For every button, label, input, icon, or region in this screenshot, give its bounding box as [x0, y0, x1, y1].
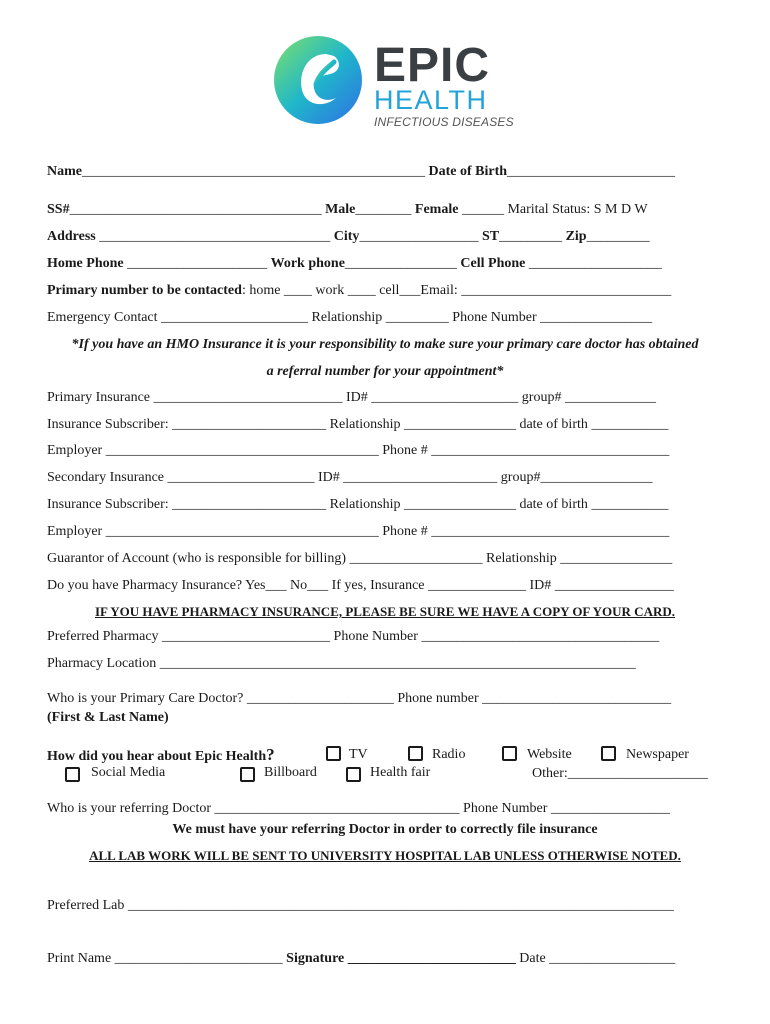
social-media-label: Social Media [91, 765, 166, 780]
preferred-lab-row[interactable]: Preferred Lab ______________________________________________________________________________ [47, 898, 674, 913]
billboard-label: Billboard [264, 765, 317, 780]
date-field[interactable]: Date __________________ [519, 951, 676, 966]
radio-checkbox[interactable] [408, 746, 423, 761]
marital-status[interactable]: Marital Status: S M D W [507, 202, 648, 217]
signature-field[interactable]: ________________________ [347, 951, 516, 966]
employer-row-2[interactable]: Employer _______________________________________ Phone # __________________________________ [47, 524, 670, 539]
lab-notice: ALL LAB WORK WILL BE SENT TO UNIVERSITY HOSPITAL LAB UNLESS OTHERWISE NOTED. [89, 848, 681, 863]
hmo-notice-line-1: *If you have an HMO Insurance it is your responsibility to make sure your primary care doctor has obtained [71, 337, 699, 352]
billboard-checkbox[interactable] [240, 767, 255, 782]
work-phone-field[interactable]: ________________ [344, 256, 457, 271]
female-label: Female [414, 202, 459, 217]
referring-doctor-note: We must have your referring Doctor in order to correctly file insurance [172, 822, 598, 837]
city-label: City [333, 229, 360, 244]
cell-phone-field[interactable]: ___________________ [528, 256, 662, 271]
logo-tagline: HEALTH [374, 85, 488, 115]
dob-label: Date of Birth [428, 164, 508, 179]
guarantor-row[interactable]: Guarantor of Account (who is responsible for billing) ___________________ Relationship ________________ [47, 551, 673, 566]
ss-label: SS# [47, 202, 70, 217]
health-fair-label: Health fair [370, 765, 431, 780]
cell-phone-label: Cell Phone [460, 256, 526, 271]
zip-label: Zip [565, 229, 587, 244]
referring-doctor-row[interactable]: Who is your referring Doctor ___________________________________ Phone Number _________________ [47, 801, 670, 816]
insurance-subscriber-row-2[interactable]: Insurance Subscriber: ______________________ Relationship ________________ date of birth ___________ [47, 497, 669, 512]
pharmacy-card-notice: IF YOU HAVE PHARMACY INSURANCE, PLEASE BE SURE WE HAVE A COPY OF YOUR CARD. [94, 604, 675, 619]
name-row [47, 164, 675, 180]
signature-label: Signature [286, 951, 345, 966]
referral-source-label: How did you hear about Epic Health [47, 749, 267, 764]
other-field[interactable]: Other:____________________ [532, 766, 708, 781]
newspaper-label: Newspaper [626, 747, 689, 762]
ss-field[interactable]: ____________________________________ [69, 202, 322, 217]
employer-row-1[interactable]: Employer _______________________________________ Phone # __________________________________ [47, 443, 670, 458]
insurance-subscriber-row-1[interactable]: Insurance Subscriber: ______________________ Relationship ________________ date of birth ___________ [47, 417, 669, 432]
emergency-contact-row[interactable]: Emergency Contact _____________________ Relationship _________ Phone Number ________________ [47, 310, 653, 325]
website-label: Website [527, 747, 572, 762]
male-field[interactable]: ________ [355, 202, 412, 217]
tv-label: TV [349, 747, 368, 762]
phone-row [47, 256, 662, 272]
dob-field[interactable]: ________________________ [507, 164, 676, 179]
pharmacy-insurance-row[interactable]: Do you have Pharmacy Insurance? Yes___ No___ If yes, Insurance ______________ ID# _________________ [47, 578, 674, 593]
name-label: Name [47, 164, 82, 179]
primary-number-row [47, 283, 671, 299]
st-field[interactable]: _________ [499, 229, 563, 244]
primary-number-label: Primary number to be contacted [47, 283, 242, 298]
st-label: ST [481, 229, 500, 244]
male-label: Male [325, 202, 356, 217]
website-checkbox[interactable] [502, 746, 517, 761]
primary-insurance-row[interactable]: Primary Insurance ___________________________ ID# _____________________ group# _____________ [47, 390, 656, 405]
referral-source-question [47, 747, 275, 765]
hmo-notice-line-2: a referral number for your appointment* [266, 364, 504, 379]
signature-row [47, 951, 675, 967]
primary-number-fields[interactable]: : home ____ work ____ cell___Email: ______________________________ [241, 283, 672, 298]
address-label: Address [47, 229, 96, 244]
preferred-pharmacy-row[interactable]: Preferred Pharmacy ________________________ Phone Number __________________________________ [47, 629, 660, 644]
primary-care-doctor-row[interactable]: Who is your Primary Care Doctor? _____________________ Phone number ___________________________ [47, 691, 672, 706]
name-field[interactable]: _________________________________________________ [82, 164, 425, 179]
referral-source-mark: ? [266, 745, 275, 764]
tv-checkbox[interactable] [326, 746, 341, 761]
newspaper-checkbox[interactable] [601, 746, 616, 761]
pharmacy-location-row[interactable]: Pharmacy Location ____________________________________________________________________ [47, 656, 636, 671]
female-field[interactable]: ______ [461, 202, 504, 217]
home-phone-field[interactable]: ____________________ [127, 256, 268, 271]
radio-label: Radio [432, 747, 466, 762]
logo-subtitle: INFECTIOUS DISEASES [374, 115, 514, 129]
address-row [47, 229, 650, 245]
address-field[interactable]: _________________________________ [99, 229, 331, 244]
city-field[interactable]: _________________ [359, 229, 479, 244]
ss-row [47, 202, 648, 218]
work-phone-label: Work phone [270, 256, 345, 271]
zip-field[interactable]: _________ [586, 229, 650, 244]
pcp-name-hint: (First & Last Name) [47, 710, 169, 725]
logo-name: EPIC [374, 39, 491, 92]
print-name-field[interactable]: Print Name ________________________ [47, 951, 283, 966]
home-phone-label: Home Phone [47, 256, 124, 271]
secondary-insurance-row[interactable]: Secondary Insurance _____________________ ID# ______________________ group#________________ [47, 470, 653, 485]
health-fair-checkbox[interactable] [346, 767, 361, 782]
social-media-checkbox[interactable] [65, 767, 80, 782]
